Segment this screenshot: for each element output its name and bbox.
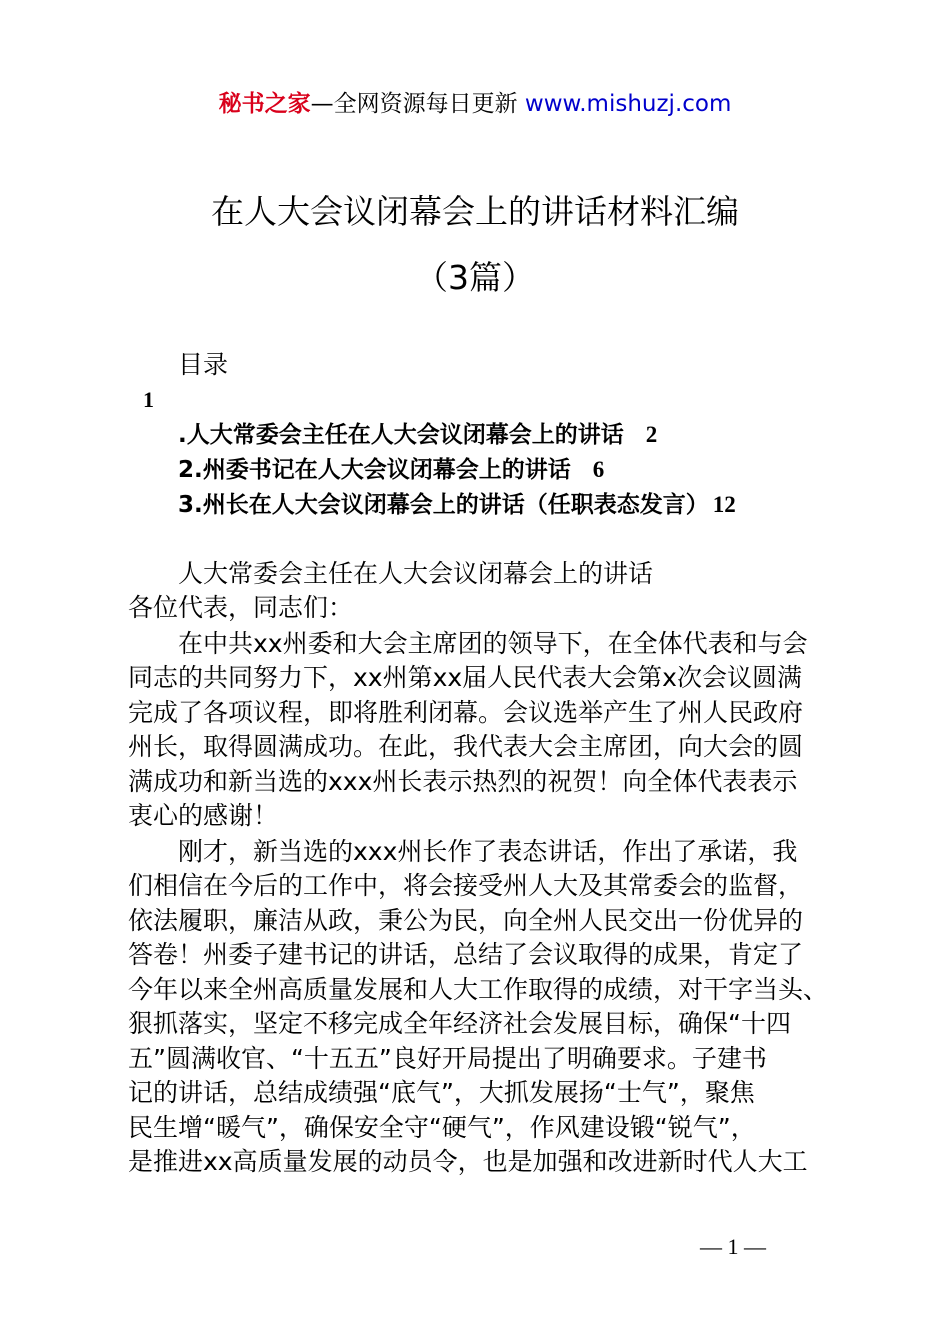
toc-item-page: 6	[592, 457, 605, 482]
paragraph-line: 五”圆满收官、“十五五”良好开局提出了明确要求。子建书	[128, 1044, 767, 1073]
toc-heading: 目录	[178, 350, 229, 379]
toc-item[interactable]	[178, 454, 604, 486]
paragraph-line: 衷心的感谢！	[128, 801, 279, 830]
page-number: — 1 —	[700, 1234, 766, 1259]
site-header	[0, 88, 950, 120]
site-tagline: —全网资源每日更新	[310, 91, 518, 117]
paragraph-line: 依法履职，廉洁从政，秉公为民，向全州人民交出一份优异的	[128, 906, 804, 935]
paragraph-line: 答卷！州委子建书记的讲话，总结了会议取得的成果，肯定了	[128, 940, 804, 969]
toc-item-label: .人大常委会主任在人大会议闭幕会上的讲话	[178, 422, 624, 448]
paragraph-line: 在中共xx州委和大会主席团的领导下，在全体代表和与会	[178, 629, 808, 658]
document-title: 在人大会议闭幕会上的讲话材料汇编	[211, 192, 739, 231]
toc-item[interactable]	[178, 419, 657, 451]
paragraph-line: 记的讲话，总结成绩强“底气”，大抓发展扬“士气”，聚焦	[128, 1078, 755, 1107]
toc-orphan-number: 1	[143, 387, 154, 412]
toc-item-page: 12	[712, 492, 736, 517]
document-subtitle: （3篇）	[415, 258, 535, 297]
paragraph-line: 是推进xx高质量发展的动员令，也是加强和改进新时代人大工	[128, 1147, 808, 1176]
paragraph-line: 满成功和新当选的xxx州长表示热烈的祝贺！向全体代表表示	[128, 767, 798, 796]
paragraph-line: 完成了各项议程，即将胜利闭幕。会议选举产生了州人民政府	[128, 698, 804, 727]
paragraph-line: 刚才，新当选的xxx州长作了表态讲话，作出了承诺，我	[178, 837, 798, 866]
toc-item[interactable]	[178, 489, 736, 521]
paragraph-line: 今年以来全州高质量发展和人大工作取得的成绩，对干字当头、	[128, 975, 829, 1004]
paragraph-line: 民生增“暖气”，确保安全守“硬气”，作风建设锻“锐气”，	[128, 1113, 756, 1142]
paragraph-line: 同志的共同努力下，xx州第xx届人民代表大会第x次会议圆满	[128, 663, 802, 692]
paragraph-line: 们相信在今后的工作中，将会接受州人大及其常委会的监督，	[128, 871, 804, 900]
site-url-link[interactable]: www.mishuzj.com	[524, 91, 732, 117]
paragraph-line: 狠抓落实，坚定不移完成全年经济社会发展目标，确保“十四	[128, 1009, 791, 1038]
paragraph-line: 州长，取得圆满成功。在此，我代表大会主席团，向大会的圆	[128, 732, 804, 761]
toc-item-label: 3.州长在人大会议闭幕会上的讲话（任职表态发言）	[178, 492, 709, 518]
toc-item-label: 2.州委书记在人大会议闭幕会上的讲话	[178, 457, 571, 483]
site-brand: 秘书之家	[218, 91, 311, 117]
speech-greeting: 各位代表，同志们：	[128, 593, 354, 622]
toc-item-page: 2	[645, 422, 658, 447]
speech-title: 人大常委会主任在人大会议闭幕会上的讲话	[178, 559, 654, 588]
